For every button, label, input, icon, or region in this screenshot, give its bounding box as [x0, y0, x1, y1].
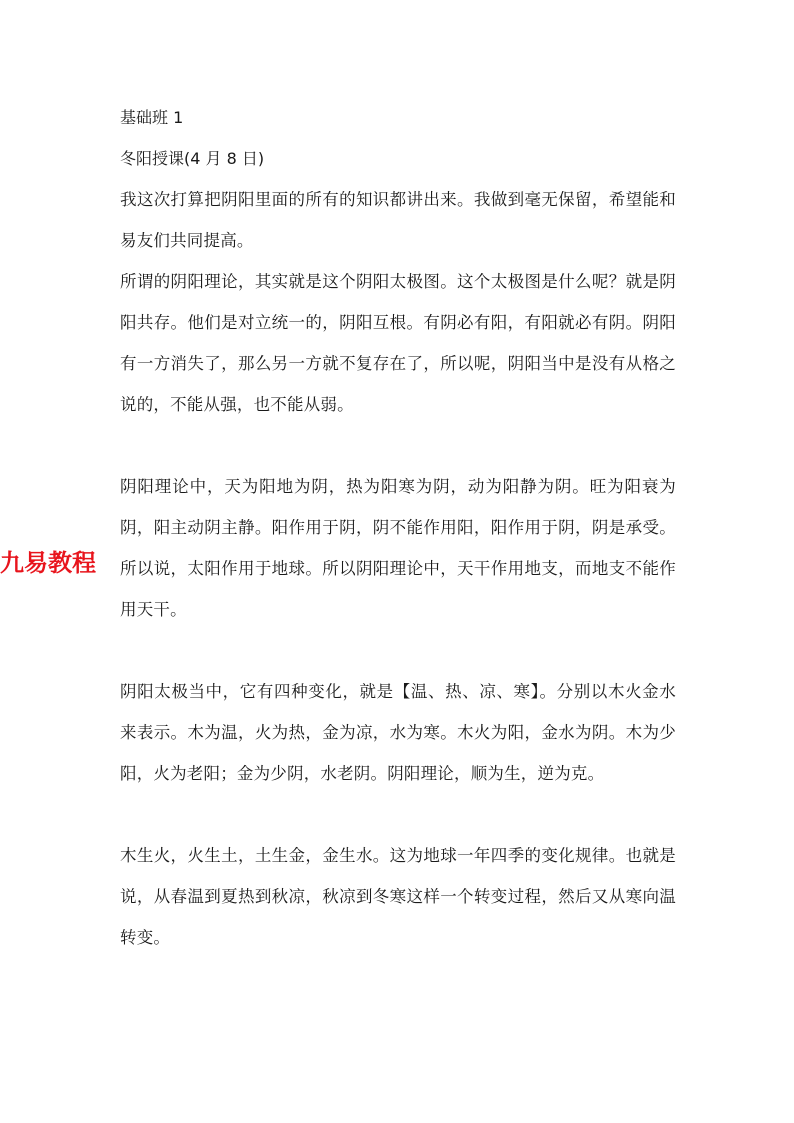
paragraph-yinyang-theory: 所谓的阴阳理论，其实就是这个阴阳太极图。这个太极图是什么呢？就是阴阳共存。他们是对立统一的，阴阳互根。有阴必有阳，有阳就必有阴。阴阳有一方消失了，那么另一方就不复存在了，所以呢，阴阳当中是没有从格之说的，不能从强，也不能从弱。	[120, 272, 676, 414]
watermark-logo: 九易教程	[0, 549, 96, 577]
paragraph-gap	[120, 425, 676, 466]
paragraph-heaven-earth: 阴阳理论中，天为阳地为阴，热为阳寒为阴，动为阳静为阴。旺为阳衰为阴，阳主动阴主静。阳作用于阴，阴不能作用阳，阳作用于阴，阴是承受。所以说，太阳作用于地球。所以阴阳理论中，天干作用地支，而地支不能作用天干。	[120, 477, 676, 619]
paragraph-four-changes: 阴阳太极当中，它有四种变化，就是【温、热、凉、寒】。分别以木火金水来表示。木为温，火为热，金为凉，水为寒。木火为阳，金水为阴。木为少阳，火为老阳；金为少阴，水老阴。阴阳理论，顺为生，逆为克。	[120, 682, 676, 783]
paragraph-intro: 我这次打算把阴阳里面的所有的知识都讲出来。我做到毫无保留，希望能和易友们共同提高。	[120, 190, 676, 250]
document-body	[120, 103, 676, 958]
paragraph-generation-cycle: 木生火，火生土，土生金，金生水。这为地球一年四季的变化规律。也就是说，从春温到夏热到秋凉，秋凉到冬寒这样一个转变过程，然后又从寒向温转变。	[120, 846, 676, 947]
paragraph-gap	[120, 794, 676, 835]
paragraph-gap	[120, 630, 676, 671]
lecture-info: 冬阳授课(4 月 8 日)	[120, 149, 265, 168]
document-title: 基础班 1	[120, 108, 184, 127]
